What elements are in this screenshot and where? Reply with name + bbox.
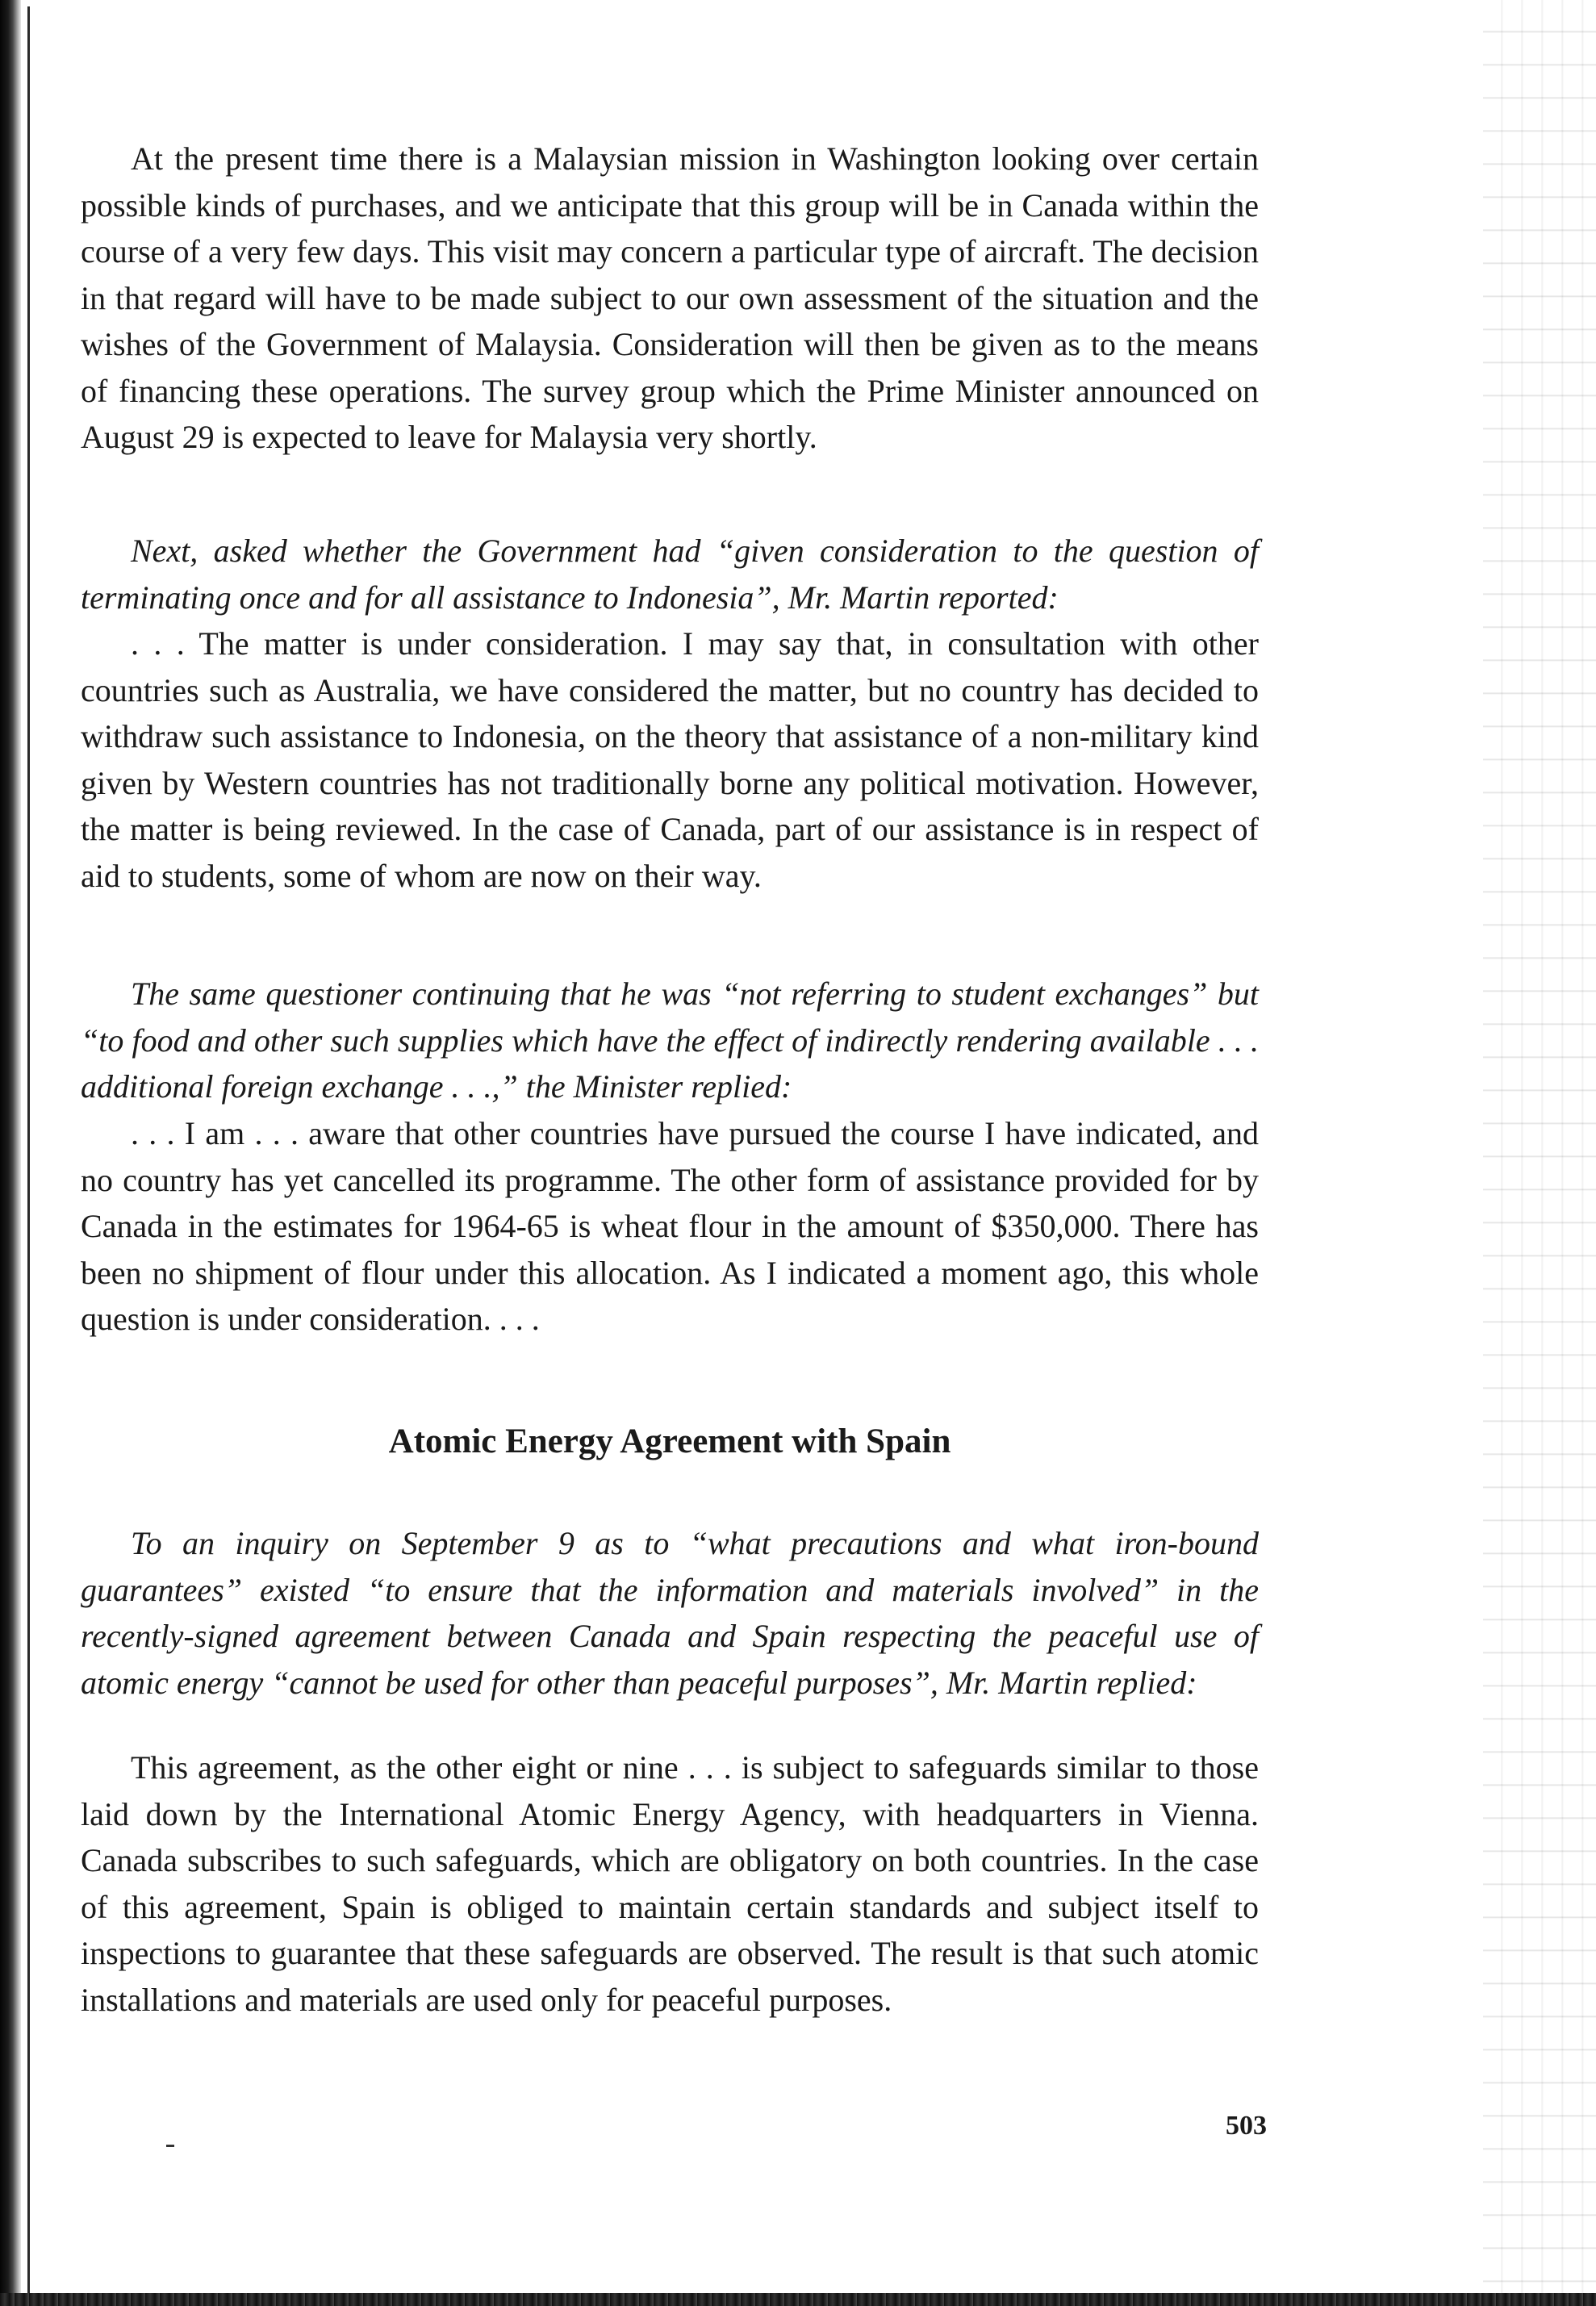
stray-mark	[166, 2145, 174, 2147]
page-number: 503	[1226, 2111, 1267, 2141]
scan-binding-edge	[0, 0, 21, 2306]
question-atomic-energy-spain: To an inquiry on September 9 as to “what precautions and what iron-bound guarantees” existed “to ensure that the information and materials involved” in the recently-signed agreement between Canada and Spain respecting the peaceful use of atomic energy “cannot be used for other than peaceful purposes”, Mr. Martin replied:	[81, 1525, 1259, 1701]
scan-right-edge	[1483, 0, 1596, 2306]
scan-bottom-edge	[0, 2293, 1596, 2306]
reply-atomic-energy-spain: This agreement, as the other eight or nine . . . is subject to safeguards similar to those laid down by the International Atomic Energy Agency, with headquarters in Vienna. Canada subscribes to such safeguards, which are obligatory on both countries. In the case of this agreement, Spain is obliged to maintain certain standards and subject itself to inspections to guarantee that these safeguards are observed. The result is that such atomic installations and materials are used only for peaceful purposes.	[81, 1749, 1259, 2018]
reply-student-exchanges: . . . I am . . . aware that other countries have pursued the course I have indicated, and no country has yet cancelled its programme. The other form of assistance provided for by Canada in the estimates for 1964-65 is wheat flour in the amount of $350,000. There has been no shipment of flour under this allocation. As I indicated a moment ago, this whole question is under consideration. . . .	[81, 1115, 1259, 1337]
reply-indonesia-assistance: . . . The matter is under consideration. I may say that, in consultation with other countries such as Australia, we have considered the matter, but no country has decided to withdraw such assistance to Indonesia, on the theory that assistance of a non-military kind given by Western countries has not traditionally borne any political motivation. However, the matter is being reviewed. In the case of Canada, part of our assistance is in respect of aid to students, some of whom are now on their way.	[81, 625, 1259, 894]
section-heading-atomic-energy: Atomic Energy Agreement with Spain	[388, 1422, 951, 1460]
question-student-exchanges: The same questioner continuing that he was “not referring to student exchanges” but “to food and other such supplies which have the effect of indirectly rendering available . . . additional foreign exchange . . .,” the Minister replied:	[81, 975, 1259, 1105]
paragraph-malaysian-mission: At the present time there is a Malaysian mission in Washington looking over certain possible kinds of purchases, and we anticipate that this group will be in Canada within the course of a very few days. This visit may concern a particular type of aircraft. The decision in that regard will have to be made subject to our own assessment of the situation and the wishes of the Government of Malaysia. Consideration will then be given as to the means of financing these operations. The survey group which the Prime Minister announced on August 29 is expected to leave for Malaysia very shortly.	[81, 140, 1259, 455]
question-indonesia-assistance: Next, asked whether the Government had “given consideration to the question of terminating once and for all assistance to Indonesia”, Mr. Martin reported:	[81, 533, 1259, 616]
scan-binding-line	[27, 6, 30, 2298]
